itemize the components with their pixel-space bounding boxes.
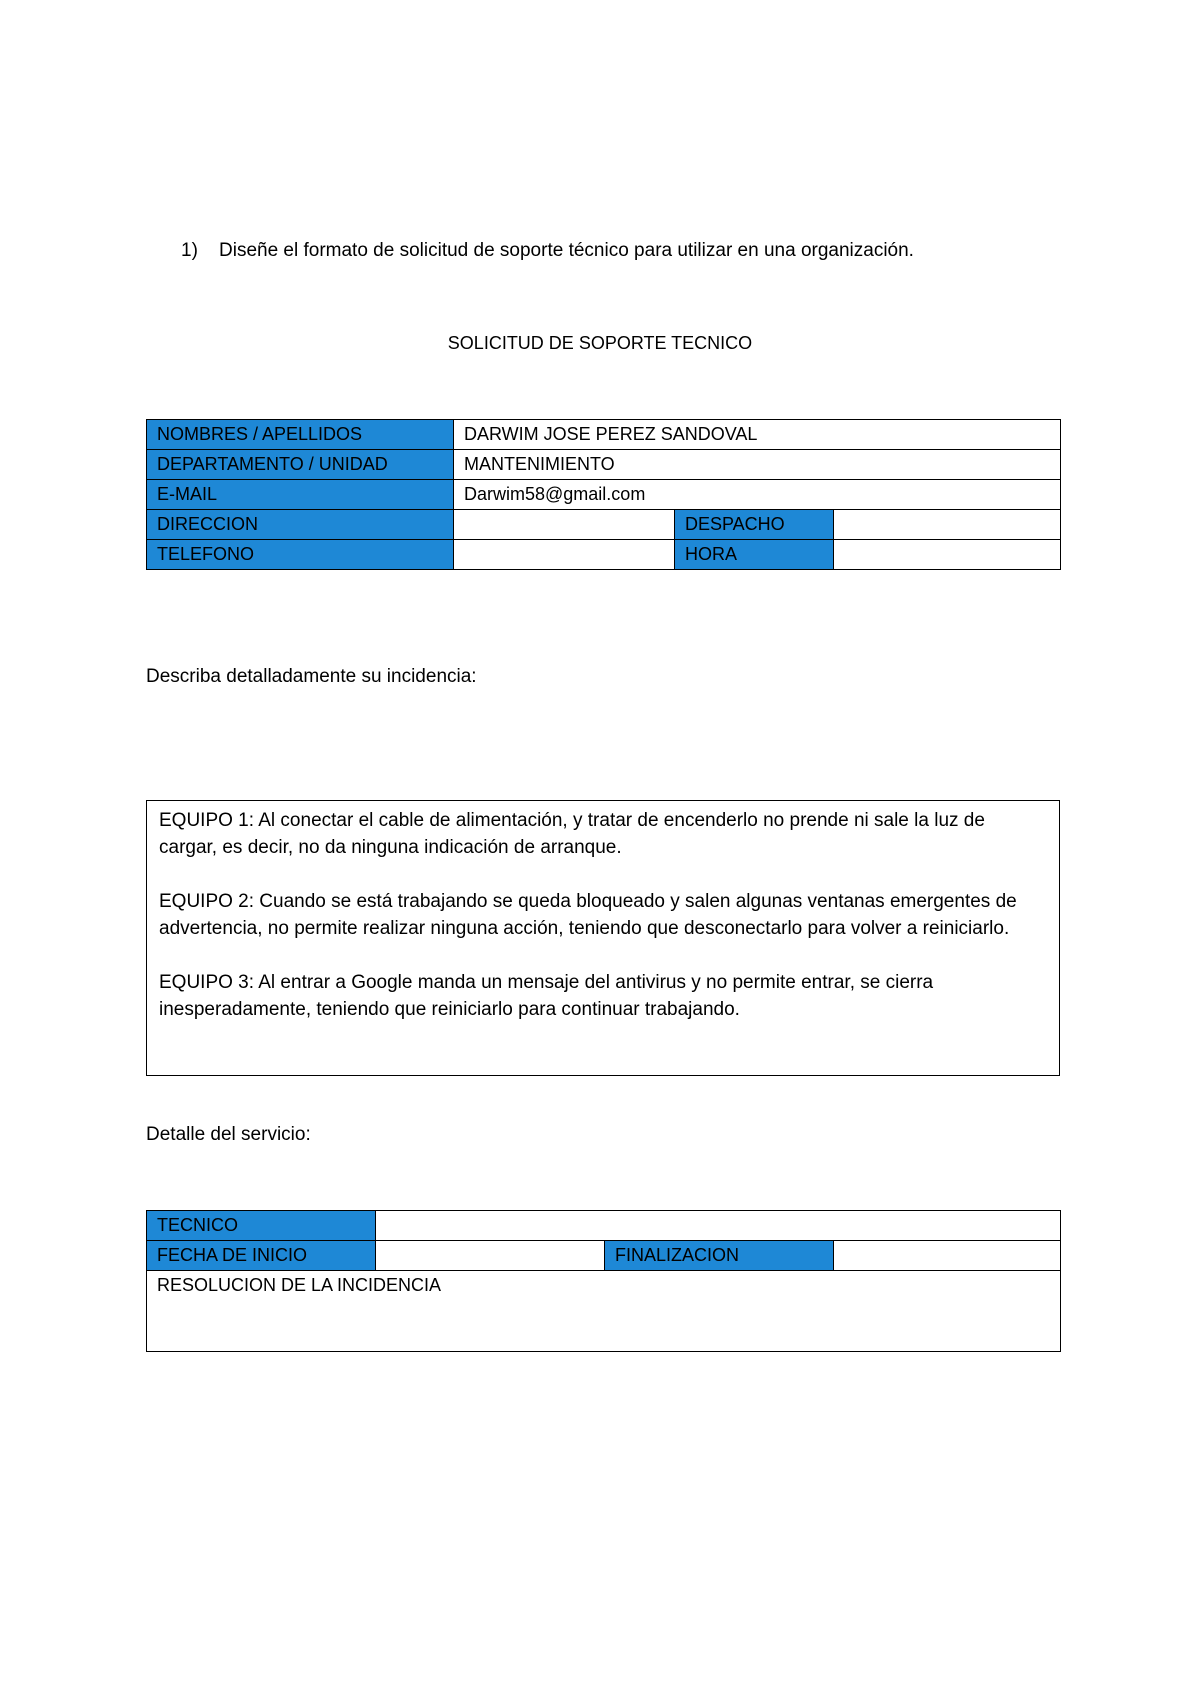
incident-item-3: EQUIPO 3: Al entrar a Google manda un mensaje del antivirus y no permite entrar, se cierra inesperadamente, teniendo que reiniciarlo para continuar trabajando.	[159, 972, 934, 1020]
email-value[interactable]: Darwim58@gmail.com	[454, 480, 1061, 510]
table-row	[147, 420, 1061, 450]
question-line	[181, 240, 914, 262]
service-table	[146, 1210, 1061, 1352]
start-date-label: FECHA DE INICIO	[147, 1241, 376, 1271]
address-label: DIRECCION	[147, 510, 454, 540]
names-value[interactable]: DARWIM JOSE PEREZ SANDOVAL	[454, 420, 1061, 450]
office-value[interactable]	[834, 510, 1061, 540]
department-label: DEPARTAMENTO / UNIDAD	[147, 450, 454, 480]
table-row	[147, 480, 1061, 510]
table-row	[147, 1211, 1061, 1241]
technician-value[interactable]	[376, 1211, 1061, 1241]
hour-label: HORA	[675, 540, 834, 570]
form-title: SOLICITUD DE SOPORTE TECNICO	[447, 333, 753, 353]
question-text: Diseñe el formato de solicitud de soporte técnico para utilizar en una organización.	[219, 240, 914, 261]
resolution-field[interactable]: RESOLUCION DE LA INCIDENCIA	[147, 1271, 1061, 1352]
technician-label: TECNICO	[147, 1211, 376, 1241]
service-prompt: Detalle del servicio:	[146, 1124, 311, 1145]
address-value[interactable]	[454, 510, 675, 540]
phone-value[interactable]	[454, 540, 675, 570]
table-row	[147, 510, 1061, 540]
table-row	[147, 540, 1061, 570]
email-label: E-MAIL	[147, 480, 454, 510]
end-value[interactable]	[834, 1241, 1061, 1271]
start-date-value[interactable]	[376, 1241, 605, 1271]
phone-label: TELEFONO	[147, 540, 454, 570]
incident-description-box[interactable]	[146, 800, 1060, 1076]
incident-item-2: EQUIPO 2: Cuando se está trabajando se queda bloqueado y salen algunas ventanas emergentes de advertencia, no permite realizar ninguna acción, teniendo que desconectarlo para volver a reiniciarlo.	[159, 891, 1017, 939]
office-label: DESPACHO	[675, 510, 834, 540]
department-value[interactable]: MANTENIMIENTO	[454, 450, 1061, 480]
table-row	[147, 450, 1061, 480]
names-label: NOMBRES / APELLIDOS	[147, 420, 454, 450]
requester-table	[146, 419, 1061, 570]
question-number: 1)	[181, 240, 198, 261]
table-row	[147, 1241, 1061, 1271]
hour-value[interactable]	[834, 540, 1061, 570]
incident-item-1: EQUIPO 1: Al conectar el cable de alimentación, y tratar de encenderlo no prende ni sale la luz de cargar, es decir, no da ninguna indicación de arranque.	[159, 810, 985, 858]
end-label: FINALIZACION	[605, 1241, 834, 1271]
table-row	[147, 1271, 1061, 1352]
incident-prompt: Describa detalladamente su incidencia:	[146, 666, 477, 687]
